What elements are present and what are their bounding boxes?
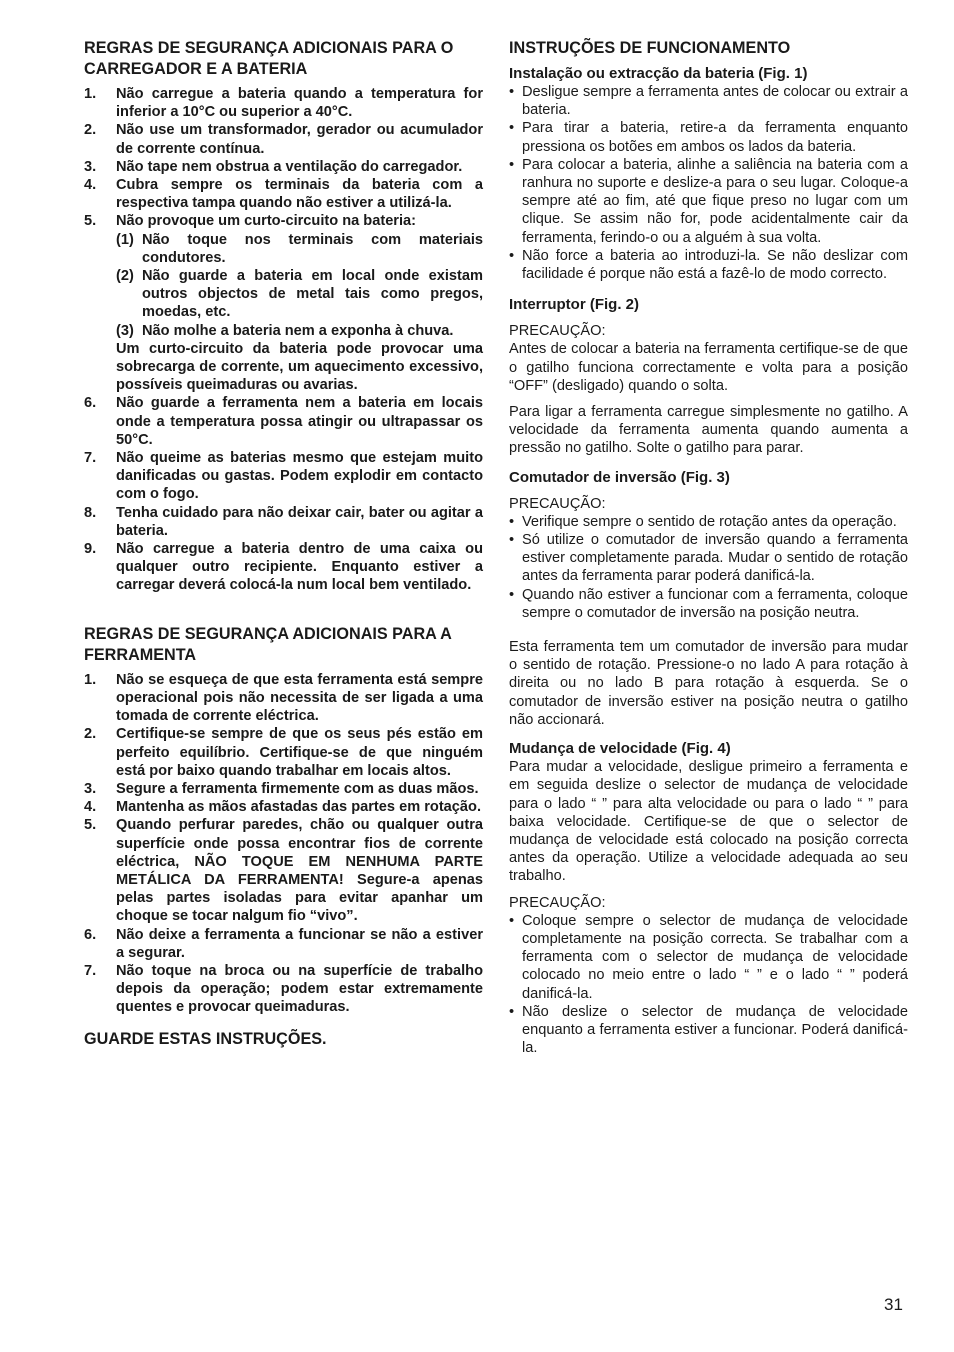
- heading-switch: Interruptor (Fig. 2): [509, 296, 639, 314]
- list-item: 2. Certifique-se sempre de que os seus pés estão em perfeito equilíbrio. Certifique-se de que ninguém está por baixo quando trabalhar em locais altos.: [84, 726, 483, 779]
- list-item: 7. Não toque na broca ou na superfície de trabalho depois da operação; podem estar extremamente quentes e provocar queimaduras.: [84, 962, 483, 1016]
- list-item: 3. Segure a ferramenta firmemente com as duas mãos.: [84, 780, 479, 797]
- paragraph: Esta ferramenta tem um comutador de inversão para mudar o sentido de rotação. Pressione-o no lado A para rotação à direita ou no lado B para rotação à esquerda. Se o comutador de inversão estiver na posição neutra o gatilho não accionará.: [509, 639, 908, 728]
- sub-item: (1) Não toque nos terminais com materiais condutores.: [116, 231, 483, 266]
- left-column: [84, 38, 483, 1055]
- list-item: 9. Não carregue a bateria dentro de uma caixa ou qualquer outro recipiente. Enquanto estiver a carregar deverá colocá-la num local bem ventilado.: [84, 541, 483, 594]
- section-title-operation: INSTRUÇÕES DE FUNCIONAMENTO: [509, 39, 791, 57]
- list-item: • Só utilize o comutador de inversão quando a ferramenta estiver completamente parada. Mudar o sentido de rotação antes da ferramenta parar poderá danificá-la.: [509, 532, 908, 585]
- caution-label: PRECAUÇÃO:: [509, 495, 606, 512]
- charger-rules-list: [84, 85, 483, 595]
- heading-reverse-switch: Comutador de inversão (Fig. 3): [509, 468, 730, 486]
- list-item: • Não force a bateria ao introduzi-la. Se não deslizar com facilidade é porque não está a fazê-lo de modo correcto.: [509, 247, 908, 283]
- caution-label: PRECAUÇÃO:: [509, 894, 606, 911]
- battery-install-list: [509, 83, 908, 283]
- list-item: 4. Cubra sempre os terminais da bateria com a respectiva tampa quando não estiver a utilizá-la.: [84, 177, 483, 212]
- heading-battery-install: Instalação ou extracção da bateria (Fig. 1): [509, 65, 808, 82]
- page-number: 31: [884, 1295, 903, 1314]
- list-item: 1. Não carregue a bateria quando a temperatura for inferior a 10°C ou superior a 40°C.: [84, 86, 483, 121]
- tool-rules-list: [84, 671, 483, 1017]
- reverse-caution-list: [509, 513, 908, 622]
- paragraph: Para mudar a velocidade, desligue primeiro a ferramenta e em seguida deslize o selector de mudança de velocidade para o lado “ ” para alta velocidade ou para o lado “ ” para baixa velocidade. Certifique-se de que o selector de mudança de velocidade está colocado na posição correcta antes da operação. Utilize a velocidade adequada ao seu trabalho.: [509, 759, 908, 885]
- heading-speed-change: Mudança de velocidade (Fig. 4): [509, 740, 731, 758]
- section-title-charger-battery: REGRAS DE SEGURANÇA ADICIONAIS PARA O CARREGADOR E A BATERIA: [84, 39, 454, 78]
- paragraph: Antes de colocar a bateria na ferramenta certifique-se de que o gatilho funciona correctamente e volta para a posição “OFF” (desligado) quando o solta.: [509, 341, 908, 394]
- right-column: [509, 38, 908, 1057]
- list-item: 1. Não se esqueça de que esta ferramenta está sempre operacional pois não necessita de ser ligada a uma tomada de corrente eléctrica.: [84, 671, 483, 725]
- speed-caution-list: [509, 912, 908, 1058]
- paragraph: Para ligar a ferramenta carregue simplesmente no gatilho. A velocidade da ferramenta aumenta quando aumenta a pressão no gatilho. Solte o gatilho para parar.: [509, 404, 908, 457]
- list-item: • Não deslize o selector de mudança de velocidade enquanto a ferramenta estiver a funcionar. Poderá danificá-la.: [509, 1003, 908, 1057]
- list-item: 5. Não provoque um curto-circuito na bateria: (1) Não toque nos terminais com materiais condutores. (2) Não guarde a bateria em local onde existam outros objectos de metal tais como pregos, moedas, etc. (3) Não molhe a bateria nem a exponha à chuva. Um curto-circuito da bateria pode provocar uma sobrecarga de corrente, um aquecimento excessivo, possíveis queimaduras ou avarias.: [84, 213, 483, 394]
- list-item: 6. Não guarde a ferramenta nem a bateria em locais onde a temperatura possa atingir ou ultrapassar os 50°C.: [84, 395, 483, 448]
- list-item: 2. Não use um transformador, gerador ou acumulador de corrente contínua.: [84, 122, 483, 157]
- list-item: • Para colocar a bateria, alinhe a saliência na bateria com a ranhura no suporte e deslize-a para o seu lugar. Coloque-a sempre até ao fim, até que fique preso no lugar com um clique. Se assim não for, pode acidentalmente cair da ferramenta, ferindo-o ou a alguém à sua volta.: [509, 156, 908, 246]
- save-instructions-heading: GUARDE ESTAS INSTRUÇÕES.: [84, 1029, 327, 1048]
- list-item: 6. Não deixe a ferramenta a funcionar se não a estiver a segurar.: [84, 926, 483, 961]
- list-item: 4. Mantenha as mãos afastadas das partes em rotação.: [84, 799, 481, 816]
- list-item: 8. Tenha cuidado para não deixar cair, bater ou agitar a bateria.: [84, 504, 483, 539]
- list-item: 5. Quando perfurar paredes, chão ou qualquer outra superfície onde possa encontrar fios de corrente eléctrica, NÃO TOQUE EM NENHUMA PARTE METÁLICA DA FERRAMENTA! Segure-a apenas pelas partes isoladas para evitar apanhar um choque se tocar nalgum fio “vivo”.: [84, 817, 483, 925]
- caution-label: PRECAUÇÃO:: [509, 323, 606, 340]
- section-title-tool: REGRAS DE SEGURANÇA ADICIONAIS PARA A FERRAMENTA: [84, 624, 452, 664]
- list-item: • Coloque sempre o selector de mudança de velocidade completamente na posição correcta. Se trabalhar com a ferramenta com o selector de mudança de velocidade colocado no meio entre o lado “ ” e o lado “ ” poderá danificá-la.: [509, 912, 908, 1002]
- sub-item: (2) Não guarde a bateria em local onde existam outros objectos de metal tais como pregos, moedas, etc.: [116, 268, 483, 321]
- list-item: • Verifique sempre o sentido de rotação antes da operação.: [509, 513, 897, 530]
- list-item: 3. Não tape nem obstrua a ventilação do carregador.: [84, 158, 463, 175]
- list-item: • Quando não estiver a funcionar com a ferramenta, coloque sempre o comutador de inversão na posição neutra.: [509, 586, 908, 621]
- list-item: 7. Não queime as baterias mesmo que estejam muito danificadas ou gastas. Podem explodir em contacto com o fogo.: [84, 450, 483, 503]
- list-item: • Desligue sempre a ferramenta antes de colocar ou extrair a bateria.: [509, 84, 908, 119]
- sub-item: (3) Não molhe a bateria nem a exponha à chuva.: [116, 322, 454, 339]
- list-item: • Para tirar a bateria, retire-a da ferramenta enquanto pressiona os botões em ambos os lados da bateria.: [509, 120, 908, 155]
